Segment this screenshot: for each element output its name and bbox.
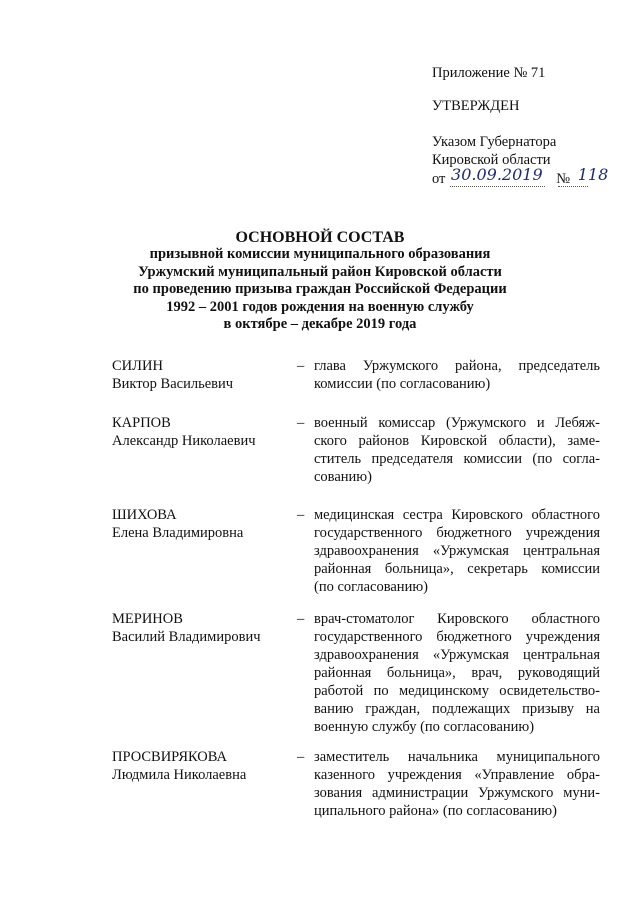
member-surname: ПРОСВИРЯКОВА [112,749,228,765]
member-given-names: Виктор Васильевич [112,376,234,392]
role-line: казенного учреждения «Управление обра- [314,767,600,783]
role-line: здравоохранения «Уржумская центральная [314,543,600,559]
role-line: комиссии (по согласованию) [314,376,491,392]
role-line: государственного бюджетного учреждения [314,629,600,645]
role-line: районная больница», врач, руководящий [314,665,600,681]
number-sign: № [556,171,571,187]
role-line: здравоохранения «Уржумская центральная [314,647,600,663]
role-line: ципального района» (по согласованию) [314,803,557,819]
subtitle-line: по проведению призыва граждан Российской Федерации [133,281,507,297]
member-given-names: Елена Владимировна [112,525,244,541]
dash-separator: – [297,358,305,374]
member-surname: КАРПОВ [112,415,171,431]
date-underline [450,186,545,187]
document-subtitle [100,246,540,334]
handwritten-date: 30.09.2019 [451,165,543,184]
decree-line-2: Кировской области [432,152,551,168]
role-line: работой по медицинскому освидетельство- [314,683,600,699]
decree-date-line [432,165,632,188]
role-line: ститель председателя комиссии (по согла- [314,451,600,467]
number-underline [558,186,588,187]
role-line: (по согласованию) [314,579,428,595]
handwritten-number: 118 [577,165,609,184]
role-line: районная больница», секретарь комиссии [314,561,600,577]
role-line: военный комиссар (Уржумского и Лебяж- [314,415,600,431]
member-surname: СИЛИН [112,358,163,374]
member-given-names: Людмила Николаевна [112,767,247,783]
subtitle-line: в октябре – декабре 2019 года [223,316,417,332]
document-title: ОСНОВНОЙ СОСТАВ [235,229,405,246]
role-line: сованию) [314,469,372,485]
role-line: военную службу (по согласованию) [314,719,535,735]
subtitle-line: 1992 – 2001 годов рождения на военную службу [166,298,474,315]
role-line: глава Уржумского района, председатель [314,358,600,374]
member-name [112,506,292,542]
member-name [112,610,292,646]
appendix-number: Приложение № 71 [432,65,546,81]
member-given-names: Александр Николаевич [112,433,256,449]
approved-label: УТВЕРЖДЕН [432,98,520,114]
dash-separator: – [297,415,305,431]
member-role [314,748,600,820]
role-line: ванию граждан, подлежащих призыву на [314,701,600,717]
member-role [314,610,600,736]
role-line: государственного бюджетного учреждения [314,525,600,541]
decree-line-1: Указом Губернатора [432,134,557,150]
member-surname: МЕРИНОВ [112,611,183,627]
member-name [112,414,292,450]
dash-separator: – [297,611,305,627]
dash-separator: – [297,507,305,523]
subtitle-line: призывной комиссии муниципального образования [149,246,491,262]
role-line: врач-стоматолог Кировского областного [314,611,600,627]
date-prefix: от [432,171,446,187]
role-line: зования администрации Уржумского муни- [314,785,600,801]
member-surname: ШИХОВА [112,507,177,523]
dash-separator: – [297,749,305,765]
member-name [112,357,292,393]
member-role [314,357,600,393]
member-role [314,414,600,486]
subtitle-line: Уржумский муниципальный район Кировской области [138,263,502,280]
role-line: заместитель начальника муниципального [314,749,600,765]
role-line: ского районов Кировской области), заме- [314,433,600,449]
member-given-names: Василий Владимирович [112,629,261,645]
member-role [314,506,600,596]
role-line: медицинская сестра Кировского областного [314,507,600,523]
member-name [112,748,292,784]
